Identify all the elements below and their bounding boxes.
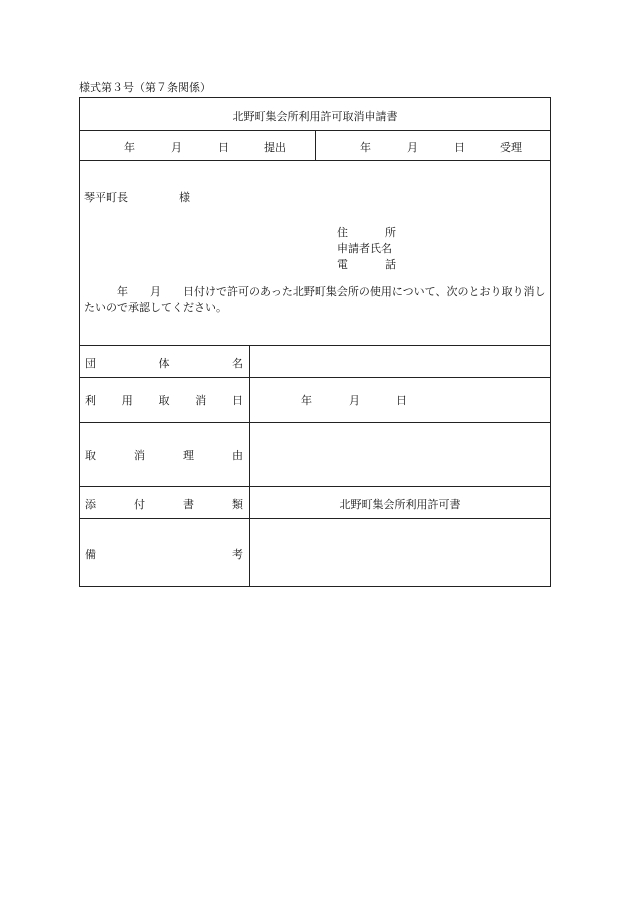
group-name-label — [85, 355, 243, 371]
phone-char: 電 — [337, 258, 348, 271]
phone-char: 話 — [385, 258, 396, 271]
divider — [80, 377, 550, 378]
label-char: 名 — [232, 357, 243, 370]
form-title: 北野町集会所利用許可取消申請書 — [232, 110, 398, 123]
applicant-name-label: 申請者氏名 — [337, 242, 392, 255]
addressee-honorific: 様 — [179, 191, 190, 204]
receipt-label: 受理 — [500, 141, 522, 154]
remarks-label — [85, 546, 243, 562]
label-char: 類 — [232, 498, 243, 511]
receipt-year-label: 年 — [360, 141, 371, 154]
attachment-value: 北野町集会所利用許可書 — [339, 498, 461, 511]
attachment-label — [85, 496, 243, 512]
addressee-name: 琴平町長 — [84, 191, 128, 204]
divider — [80, 160, 550, 161]
cancel-date-label — [85, 392, 243, 408]
label-char: 考 — [232, 548, 243, 561]
submit-month-label: 月 — [171, 141, 182, 154]
applicant-phone-label — [337, 256, 396, 272]
address-char: 住 — [337, 226, 348, 239]
receipt-month-label: 月 — [407, 141, 418, 154]
label-char: 取 — [158, 394, 170, 407]
cancel-day-label: 日 — [396, 394, 407, 407]
label-char: 添 — [85, 498, 96, 511]
label-char: 付 — [134, 498, 145, 511]
applicant-address-label — [337, 224, 396, 240]
divider — [80, 422, 550, 423]
label-char: 取 — [85, 449, 96, 462]
label-char: 用 — [121, 394, 133, 407]
label-char: 理 — [183, 449, 194, 462]
submit-label: 提出 — [264, 141, 286, 154]
label-char: 由 — [232, 449, 243, 462]
form-number: 様式第３号（第７条関係） — [79, 81, 211, 94]
divider — [80, 345, 550, 346]
label-char: 日 — [232, 394, 243, 407]
submit-day-label: 日 — [218, 141, 229, 154]
label-char: 団 — [85, 357, 96, 370]
cancel-year-label: 年 — [301, 394, 312, 407]
label-char: 書 — [183, 498, 194, 511]
application-form-table — [79, 97, 551, 587]
label-char: 体 — [158, 357, 170, 370]
request-text: 年 月 日付けで許可のあった北野町集会所の使用について、次のとおり取り消したいので承認してください。 — [84, 285, 546, 314]
divider — [80, 518, 550, 519]
submit-year-label: 年 — [124, 141, 135, 154]
receipt-day-label: 日 — [454, 141, 465, 154]
divider — [249, 345, 250, 586]
divider — [315, 130, 316, 160]
cancel-month-label: 月 — [349, 394, 360, 407]
address-char: 所 — [385, 226, 396, 239]
label-char: 備 — [85, 548, 96, 561]
label-char: 利 — [85, 394, 96, 407]
cancel-reason-label — [85, 447, 243, 463]
label-char: 消 — [134, 449, 145, 462]
divider — [80, 486, 550, 487]
label-char: 消 — [195, 394, 207, 407]
